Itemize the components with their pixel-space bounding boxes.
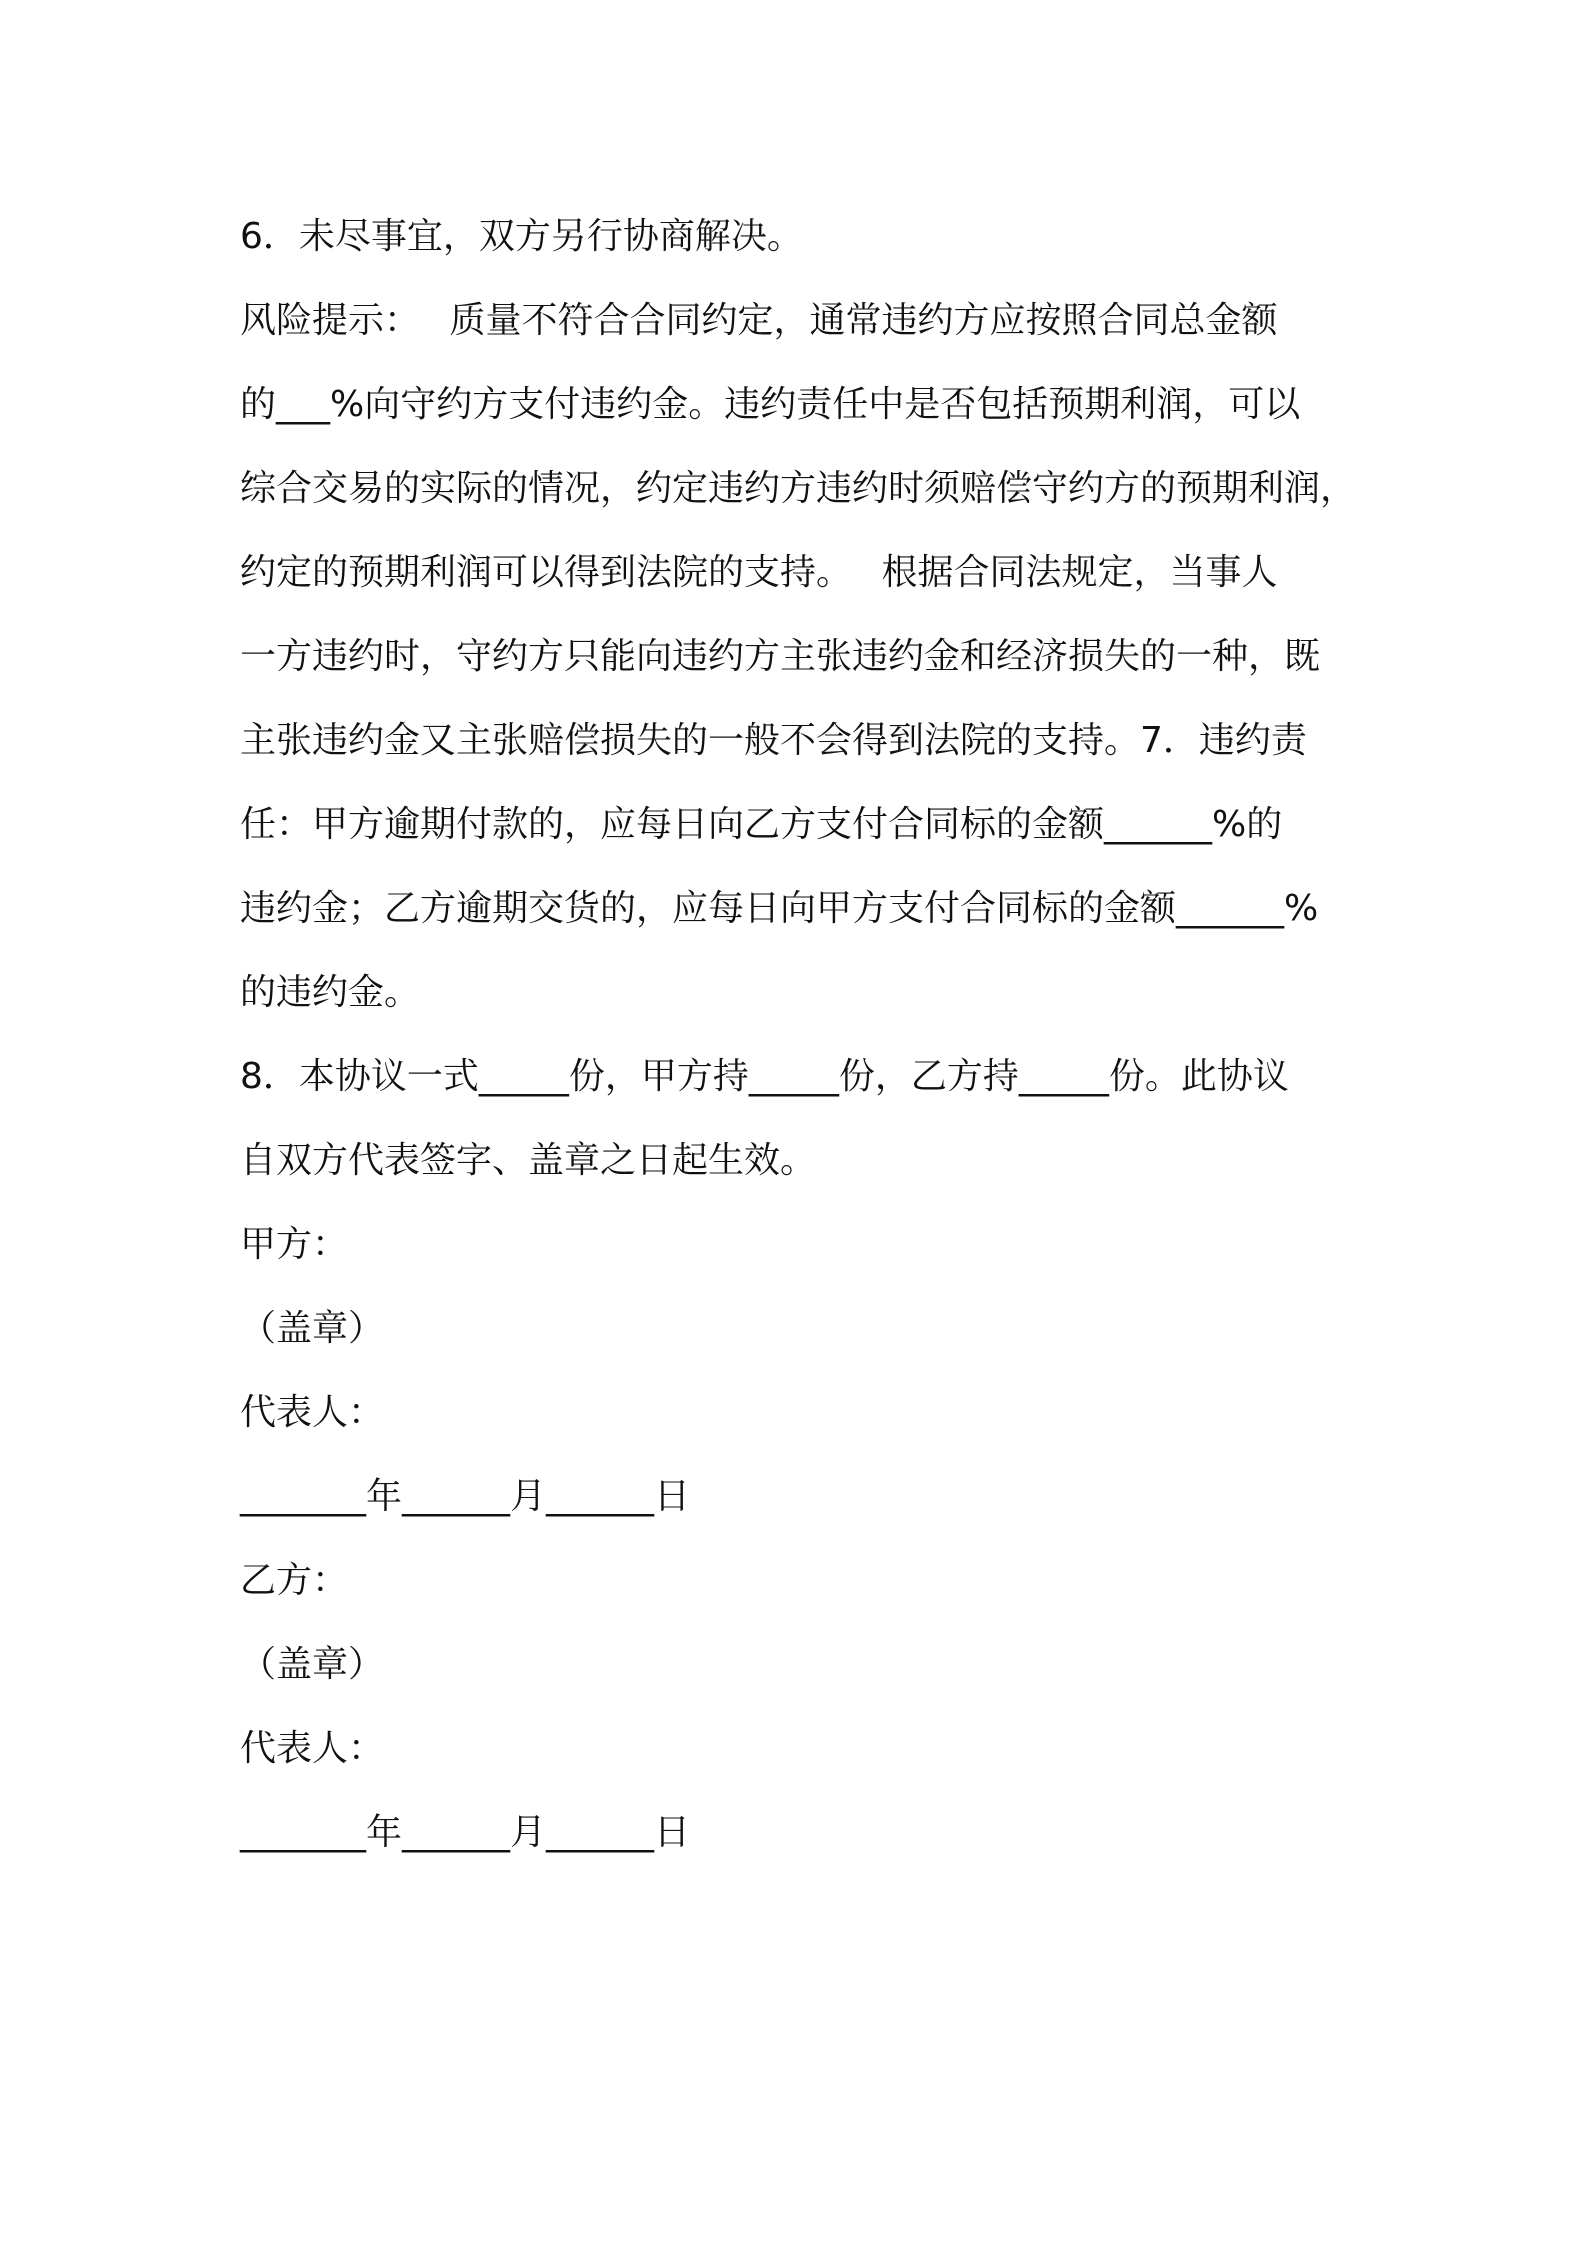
party-a-date: _______年______月______日 xyxy=(240,1476,690,1517)
clause-8-line-1: 8．本协议一式_____份，甲方持_____份，乙方持_____份。此协议 xyxy=(240,1056,1289,1097)
party-a-seal: （盖章） xyxy=(240,1308,385,1349)
party-b-seal: （盖章） xyxy=(240,1644,385,1685)
party-b-date: _______年______月______日 xyxy=(240,1812,690,1853)
document-body xyxy=(240,195,1380,1875)
party-a-representative: 代表人： xyxy=(240,1392,385,1433)
risk-notice-line-6: 主张违约金又主张赔偿损失的一般不会得到法院的支持。7．违约责 xyxy=(240,720,1307,761)
party-b-label: 乙方： xyxy=(240,1560,349,1601)
risk-notice-line-5: 一方违约时，守约方只能向违约方主张违约金和经济损失的一种，既 xyxy=(240,636,1321,677)
risk-notice-line-1: 风险提示： 质量不符合合同约定，通常违约方应按照合同总金额 xyxy=(240,300,1278,341)
clause-8-line-2: 自双方代表签字、盖章之日起生效。 xyxy=(240,1140,817,1181)
risk-notice-line-4: 约定的预期利润可以得到法院的支持。 根据合同法规定，当事人 xyxy=(240,552,1278,593)
party-a-label: 甲方： xyxy=(240,1224,349,1265)
risk-notice-line-2: 的___%向守约方支付违约金。违约责任中是否包括预期利润，可以 xyxy=(240,384,1301,425)
party-b-representative: 代表人： xyxy=(240,1728,385,1769)
risk-notice-line-3: 综合交易的实际的情况，约定违约方违约时须赔偿守约方的预期利润， xyxy=(240,468,1357,509)
clause-7-line-3: 的违约金。 xyxy=(240,972,421,1013)
clause-7-line-2: 违约金；乙方逾期交货的，应每日向甲方支付合同标的金额______% xyxy=(240,888,1319,929)
clause-7-line-1: 任：甲方逾期付款的，应每日向乙方支付合同标的金额______%的 xyxy=(240,804,1283,845)
clause-6-line: 6．未尽事宜，双方另行协商解决。 xyxy=(240,216,803,257)
